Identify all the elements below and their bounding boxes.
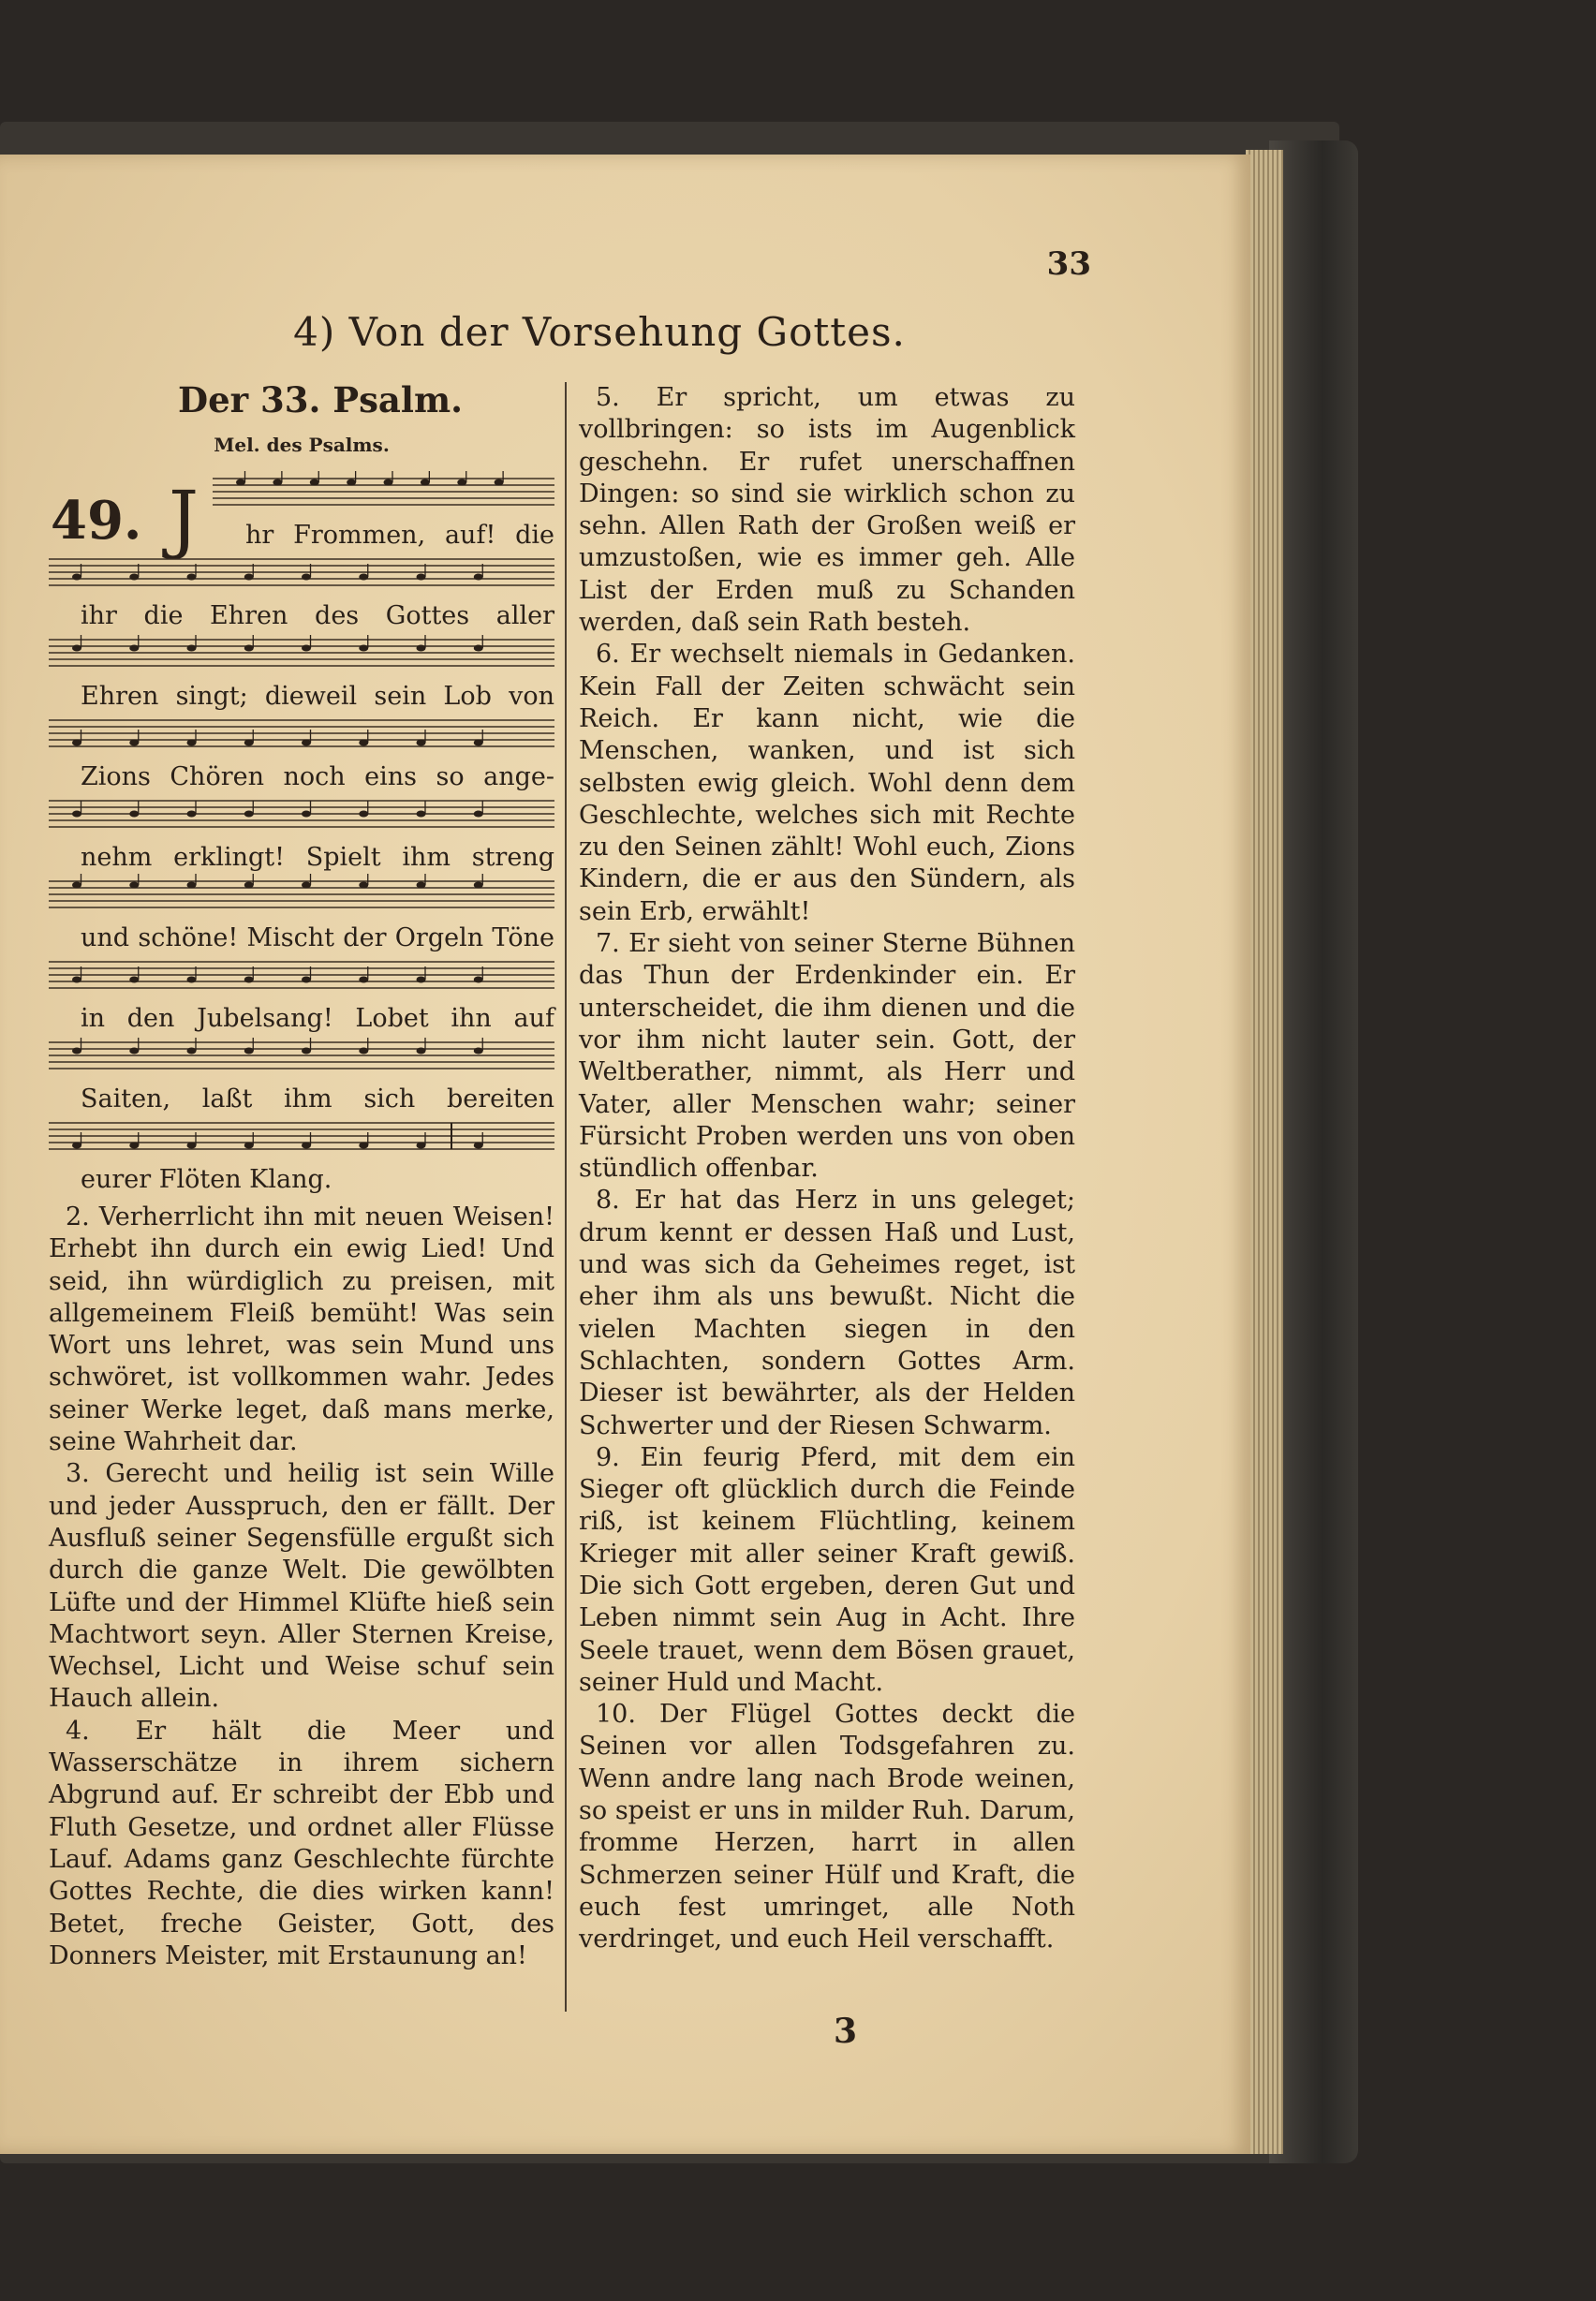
note-head <box>187 882 197 889</box>
note-head <box>187 740 197 746</box>
staff-lines <box>49 1115 554 1162</box>
note-head <box>129 1143 139 1149</box>
note-head <box>359 1143 368 1149</box>
note-head <box>302 811 311 818</box>
column-divider <box>565 382 567 2012</box>
note-head <box>474 1048 483 1055</box>
note-head <box>72 740 81 746</box>
hymn-number: 49. <box>51 490 142 552</box>
melody-note: Mel. des Psalms. <box>214 434 390 456</box>
note-head <box>72 1143 81 1149</box>
staff-lines <box>49 1035 554 1082</box>
note-head <box>244 1143 254 1149</box>
note-head <box>417 1143 426 1149</box>
verse-paragraph: 3. Gerecht und heilig ist sein Wille und jeder Ausspruch, den er fällt. Der Ausfluß seiner Segensfülle ergußt sich durch die ganze Welt. Die gewölbten Lüfte und der Himmel Klüfte hieß sein Machtwort seyn. Aller Sternen Kreise, Wechsel, Licht und Weise schuf sein Hauch allein. <box>49 1459 554 1714</box>
note-head <box>474 882 483 889</box>
note-head <box>129 740 139 746</box>
lyric-line: nehm erklingt! Spielt ihm streng <box>81 843 554 872</box>
note-head <box>72 645 81 652</box>
staff-system <box>49 1115 554 1196</box>
note-head <box>417 740 426 746</box>
left-column <box>49 370 554 1972</box>
drop-initial: J <box>169 475 200 562</box>
note-head <box>417 811 426 818</box>
note-head <box>359 882 368 889</box>
note-head <box>474 977 483 983</box>
note-head <box>302 1048 311 1055</box>
note-head <box>72 574 81 581</box>
note-head <box>302 740 311 746</box>
staff-system <box>49 954 554 1035</box>
note-head <box>244 740 254 746</box>
note-head <box>359 740 368 746</box>
note-head <box>359 1048 368 1055</box>
note-head <box>417 977 426 983</box>
note-head <box>244 811 254 818</box>
staff-lines <box>49 954 554 1001</box>
note-head <box>72 977 81 983</box>
verse-paragraph: 8. Er hat das Herz in uns geleget; drum kennt er dessen Haß und Lust, und was sich da Geheimes reget, ist eher ihm als uns bewußt. Nicht die vielen Machten siegen in den Schlachten, sondern Gottes Arm. Dieser ist bewährter, als der Helden Schwerter und der Riesen Schwarm. <box>579 1186 1075 1440</box>
lyric-line: ihr die Ehren des Gottes aller <box>81 601 554 630</box>
note-head <box>421 479 430 486</box>
note-head <box>187 1048 197 1055</box>
lyric-line: hr Frommen, auf! die <box>245 521 554 550</box>
staff-system <box>49 1035 554 1115</box>
note-head <box>417 574 426 581</box>
note-head <box>72 811 81 818</box>
page-number: 33 <box>1046 245 1091 283</box>
note-head <box>359 574 368 581</box>
note-head <box>457 479 466 486</box>
note-head <box>302 1143 311 1149</box>
verse-paragraph: 2. Verherrlicht ihn mit neuen Weisen! Erhebt ihn durch ein ewig Lied! Und seid, ihn würdiglich zu preisen, mit allgemeinem Fleiß bemüht! Was sein Wort uns lehret, was sein Mund uns schwöret, ist vollkommen wahr. Jedes seiner Werke leget, daß mans merke, seine Wahrheit dar. <box>49 1202 554 1457</box>
note-head <box>417 1048 426 1055</box>
signature-mark: 3 <box>834 2012 858 2051</box>
verse-paragraph: 5. Er spricht, um etwas zu vollbringen: so ists im Augenblick geschehn. Er rufet unerschaffnen Dingen: so sind sie wirklich schon zu sehn. Allen Rath der Großen weiß er umzustoßen, wie es immer geh. Alle List der Erden muß zu Schanden werden, daß sein Rath besteh. <box>579 383 1075 638</box>
note-head <box>187 1143 197 1149</box>
note-head <box>417 882 426 889</box>
section-title: 4) Von der Vorsehung Gottes. <box>293 309 906 355</box>
note-head <box>310 479 319 486</box>
note-head <box>129 977 139 983</box>
note-head <box>244 882 254 889</box>
staff-lines <box>49 471 554 518</box>
lyric-line: Zions Chören noch eins so ange- <box>81 762 554 791</box>
staff-lines <box>49 793 554 840</box>
note-head <box>72 1048 81 1055</box>
staff-system <box>49 552 554 632</box>
staff-lines <box>49 713 554 760</box>
note-head <box>187 811 197 818</box>
verses-left <box>49 1202 554 1972</box>
right-column <box>579 382 1075 1956</box>
page-edges <box>1246 150 1283 2154</box>
note-head <box>236 479 245 486</box>
staff-lines <box>49 632 554 679</box>
verse-paragraph: 7. Er sieht von seiner Sterne Bühnen das Thun der Erdenkinder ein. Er unterscheidet, die ihm dienen und die vor ihm nicht lauter sein. Gott, der Weltberather, nimmt, als Herr und Vater, aller Menschen wahr; seiner Fürsicht Proben werden uns von oben stündlich offenbar. <box>579 929 1075 1184</box>
note-head <box>129 574 139 581</box>
staff-system <box>49 471 554 552</box>
note-head <box>273 479 282 486</box>
note-head <box>244 574 254 581</box>
music-notation <box>49 471 554 1196</box>
note-head <box>359 977 368 983</box>
note-head <box>244 1048 254 1055</box>
verse-paragraph: 9. Ein feurig Pferd, mit dem ein Sieger oft glücklich durch die Feinde riß, ist keinem Flüchtling, keinem Krieger mit aller seiner Kraft gewiß. Die sich Gott ergeben, deren Gut und Leben nimmt sein Aug in Acht. Ihre Seele trauet, wenn dem Bösen grauet, seiner Huld und Macht. <box>579 1442 1075 1697</box>
lyric-line: Ehren singt; dieweil sein Lob von <box>81 682 554 711</box>
note-head <box>302 977 311 983</box>
staff-system <box>49 793 554 874</box>
note-head <box>187 977 197 983</box>
note-head <box>495 479 504 486</box>
note-head <box>347 479 356 486</box>
staff-system <box>49 874 554 954</box>
note-head <box>417 645 426 652</box>
note-head <box>474 574 483 581</box>
note-head <box>474 645 483 652</box>
note-head <box>72 882 81 889</box>
note-head <box>244 977 254 983</box>
staff-lines <box>49 874 554 921</box>
verse-paragraph: 10. Der Flügel Gottes deckt die Seinen vor allen Todsgefahren zu. Wenn andre lang nach Brode weinen, so speist er uns in milder Ruh. Darum, fromme Herzen, harrt in allen Schmerzen seiner Hülf und Kraft, die euch fest umringet, alle Noth verdringet, und euch Heil verschafft. <box>579 1700 1075 1954</box>
note-head <box>187 574 197 581</box>
note-head <box>359 645 368 652</box>
note-head <box>474 1143 483 1149</box>
note-head <box>302 882 311 889</box>
lyric-line: in den Jubelsang! Lobet ihn auf <box>81 1004 554 1033</box>
note-head <box>302 645 311 652</box>
note-head <box>384 479 393 486</box>
lyric-line: eurer Flöten Klang. <box>81 1165 332 1194</box>
staff-system <box>49 632 554 713</box>
staff-system <box>49 713 554 793</box>
verse-paragraph: 4. Er hält die Meer und Wasserschätze in ihrem sichern Abgrund auf. Er schreibt der Ebb und Fluth Gesetze, und ordnet aller Flüsse Lauf. Adams ganz Geschlechte fürchte Gottes Rechte, die dies wirken kann! Betet, freche Geister, Gott, des Donners Meister, mit Erstaunung an! <box>49 1716 554 1970</box>
staff-lines <box>49 552 554 598</box>
note-head <box>129 645 139 652</box>
note-head <box>302 574 311 581</box>
note-head <box>187 645 197 652</box>
note-head <box>129 1048 139 1055</box>
note-head <box>474 811 483 818</box>
lyric-line: Saiten, laßt ihm sich bereiten <box>81 1084 554 1114</box>
note-head <box>244 645 254 652</box>
verse-paragraph: 6. Er wechselt niemals in Gedanken. Kein Fall der Zeiten schwächt sein Reich. Er kann nicht, wie die Menschen, wanken, und ist sich selbsten ewig gleich. Wohl denn dem Geschlechte, welches sich mit Rechte zu den Seinen zählt! Wohl euch, Zions Kindern, die er aus den Sündern, als sein Erb, erwählt! <box>579 640 1075 926</box>
note-head <box>129 811 139 818</box>
note-head <box>359 811 368 818</box>
note-head <box>474 740 483 746</box>
psalm-title: Der 33. Psalm. <box>178 379 463 420</box>
note-head <box>129 882 139 889</box>
lyric-line: und schöne! Mischt der Orgeln Töne <box>81 923 554 952</box>
